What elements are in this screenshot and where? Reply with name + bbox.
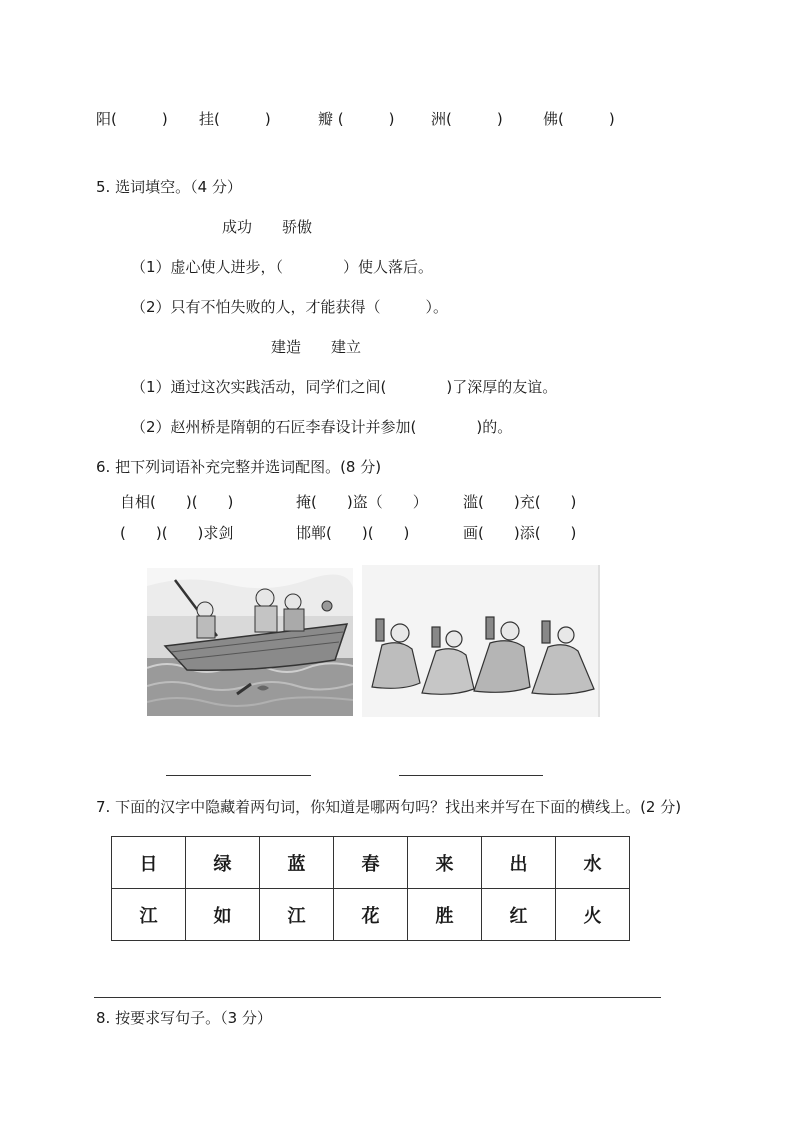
grid-row-1 (112, 837, 630, 889)
answer-line-1[interactable] (166, 775, 311, 776)
q6-title: 6. 把下列词语补充完整并选词配图。(8 分) (96, 458, 382, 476)
q4-item-1: 阳( ) (96, 110, 168, 128)
answer-line-3[interactable] (94, 997, 661, 998)
q5-word-bank-1: 成功 骄傲 (222, 218, 313, 236)
q6-idiom-5: 邯郸( )( ) (296, 524, 410, 542)
grid-cell: 水 (556, 837, 630, 889)
grid-cell: 江 (260, 889, 334, 941)
grid-cell: 日 (112, 837, 186, 889)
q5-item-1-1: （1）虚心使人进步，（ ）使人落后。 (131, 258, 434, 276)
musicians-illustration (362, 565, 600, 717)
q6-idiom-1: 自相( )( ) (120, 493, 234, 511)
grid-cell: 红 (482, 889, 556, 941)
q7-title: 7. 下面的汉字中隐藏着两句词，你知道是哪两句吗？找出来并写在下面的横线上。(2 分) (96, 798, 682, 816)
grid-cell: 胜 (408, 889, 482, 941)
q4-item-4: 洲( ) (431, 110, 503, 128)
grid-cell: 花 (334, 889, 408, 941)
q6-idiom-2: 掩( )盗（ ） (296, 493, 428, 511)
q4-item-5: 佛( ) (543, 110, 615, 128)
q5-item-2-2: （2）赵州桥是隋朝的石匠李春设计并参加( )的。 (131, 418, 513, 436)
q8-title: 8. 按要求写句子。（3 分） (96, 1009, 272, 1027)
grid-cell: 如 (186, 889, 260, 941)
q6-idiom-6: 画( )添( ) (463, 524, 577, 542)
grid-cell: 来 (408, 837, 482, 889)
grid-cell: 蓝 (260, 837, 334, 889)
grid-cell: 江 (112, 889, 186, 941)
q6-idiom-4: ( )( )求剑 (120, 524, 234, 542)
boat-illustration (147, 568, 353, 716)
q4-item-3: 瓣 ( ) (318, 110, 395, 128)
grid-row-2 (112, 889, 630, 941)
q5-title: 5. 选词填空。（4 分） (96, 178, 242, 196)
grid-cell: 出 (482, 837, 556, 889)
grid-cell: 绿 (186, 837, 260, 889)
grid-cell: 火 (556, 889, 630, 941)
q5-item-1-2: （2）只有不怕失败的人，才能获得（ ）。 (131, 298, 449, 316)
q5-item-2-1: （1）通过这次实践活动，同学们之间( )了深厚的友谊。 (131, 378, 558, 396)
q6-idiom-3: 滥( )充( ) (463, 493, 577, 511)
q4-item-2: 挂( ) (199, 110, 271, 128)
character-grid (111, 836, 630, 941)
answer-line-2[interactable] (399, 775, 543, 776)
grid-cell: 春 (334, 837, 408, 889)
q5-word-bank-2: 建造 建立 (271, 338, 362, 356)
